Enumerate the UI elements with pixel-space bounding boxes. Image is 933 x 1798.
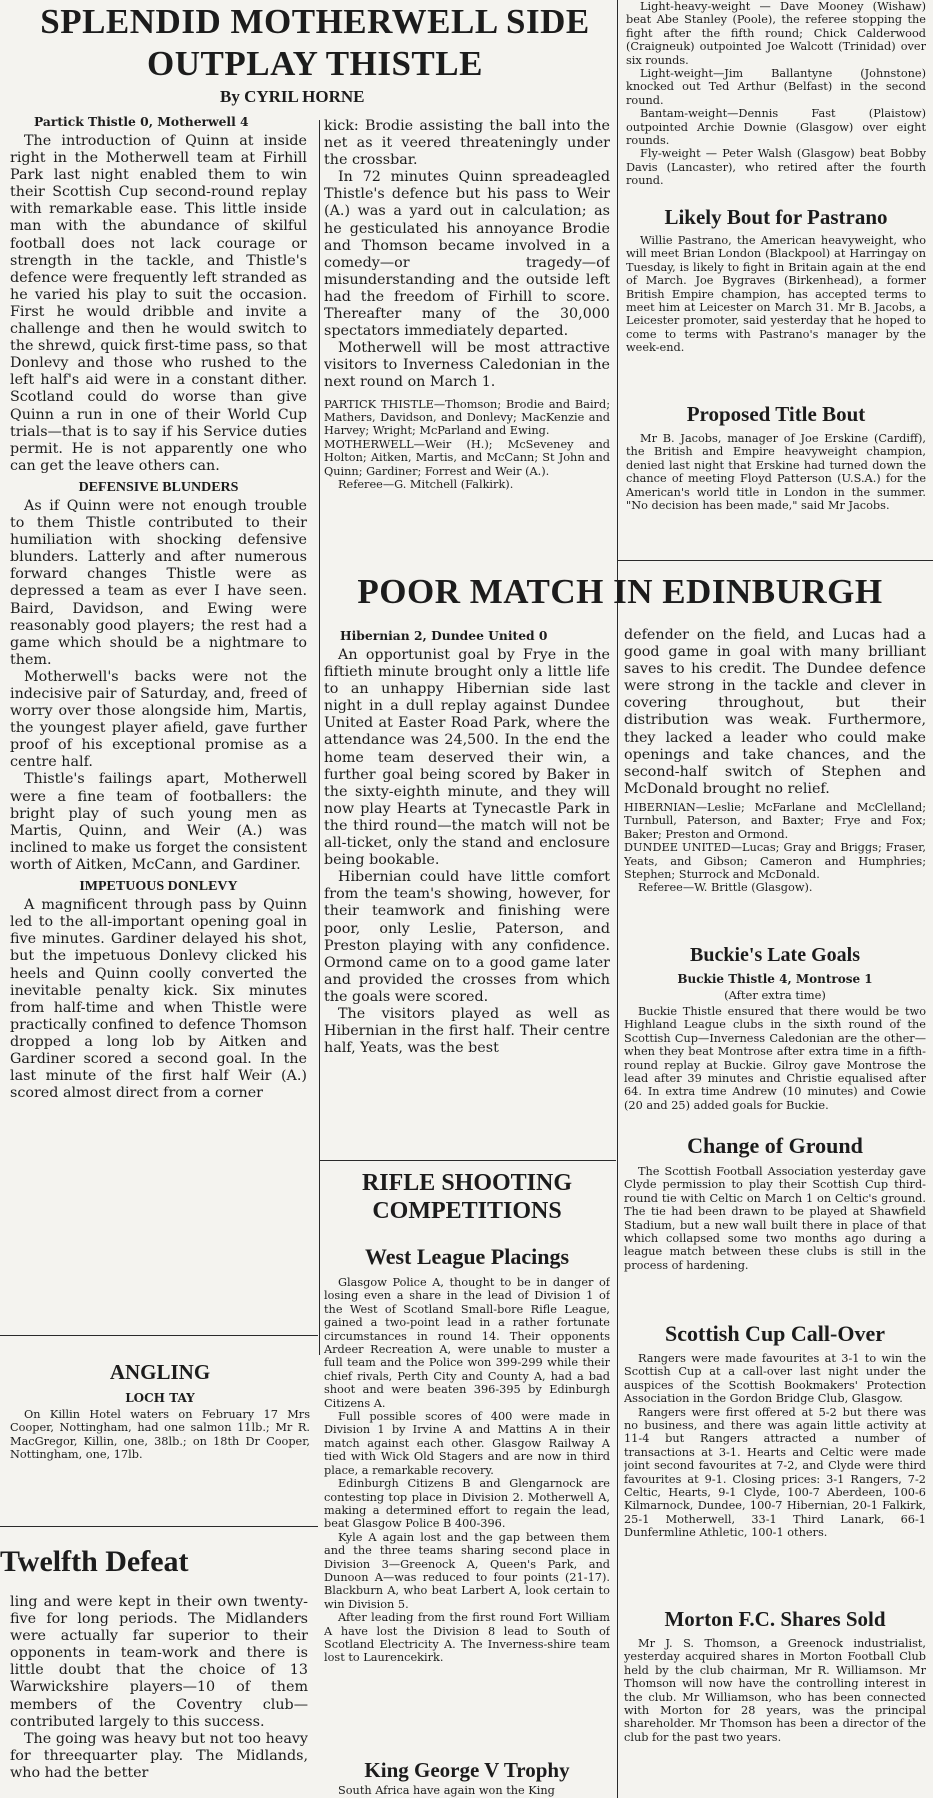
article-trophy: South Africa have again won the King (338, 1784, 555, 1797)
headline-rifle-1: RIFLE SHOOTING (361, 1170, 573, 1196)
headline-edinburgh: POOR MATCH IN EDINBURGH (357, 572, 883, 611)
section-rule (617, 560, 933, 561)
article-column (324, 118, 610, 556)
column-rule (319, 120, 320, 1355)
headline-rifle-2: COMPETITIONS (372, 1198, 562, 1224)
headline-motherwell-2: OUTPLAY THISTLE (147, 44, 483, 83)
column-rule (617, 0, 618, 560)
article-angling: On Killin Hotel waters on February 17 Mrs Cooper, Nottingham, had one salmon 11lb.; Mr R. MacGregor, Killin, one, 38lb.; on 18th Dr Cooper, Nottingham, one, 17lb. (10, 1408, 310, 1462)
article-change-of-ground: The Scottish Football Association yesterday gave Clyde permission to play their Scottish Cup third-round tie with Celtic on March 1 on Celtic's ground. The tie had been drawn to be played at Shawfield Stadium, but a new wall built there in place of that which collapsed some two months ago during a league match between these clubs is still in the process of hardening. (624, 1165, 926, 1272)
article-column (10, 133, 307, 1335)
article-buckie: Buckie Thistle ensured that there would be two Highland League clubs in the sixth round of the Scottish Cup—Inverness Caledonian are the other—when they beat Montrose after extra time in a fifth-round replay at Buckie. Gilroy gave Montrose the lead after 39 minutes and Christie equalised after 64. In extra time Andrew (10 minutes) and Cowie (20 and 25) added goals for Buckie. (624, 1005, 926, 1112)
subdateline-buckie: (After extra time) (724, 988, 826, 1002)
article-column (624, 627, 926, 932)
headline-king-george-trophy: King George V Trophy (364, 1758, 570, 1782)
result: Light-heavy-weight — Dave Mooney (Wishaw) beat Abe Stanley (Poole), the referee stopping the fight after the fifth round; Chick Calderwood (Craigneuk) outpointed Joe Walcott (Trinidad) over six rounds. (626, 0, 926, 67)
subheading-west-league: West League Placings (364, 1244, 570, 1269)
paragraph: Hibernian could have little comfort from the team's showing, however, for their teamwork and finishing were poor, only Leslie, Paterson, and Preston playing with any confidence. Ormond came on to a good game later and provided the crosses from which the goals were scored. (324, 869, 610, 1005)
article-column (324, 647, 610, 1155)
dateline-motherwell: Partick Thistle 0, Motherwell 4 (34, 114, 249, 129)
paragraph: kick: Brodie assisting the ball into the net as it veered threateningly under the crossbar. (324, 118, 610, 169)
byline: By CYRIL HORNE (220, 87, 365, 106)
paragraph: defender on the field, and Lucas had a good game in goal with many brilliant saves to his credit. The Dundee defence were strong in the tackle and clever in covering throughout, but their distribution was weak. Furthermore, they lacked a leader who could make openings and take chances, and the second-half switch of Stephen and McDonald brought no relief. (624, 627, 926, 797)
article-pastrano: Willie Pastrano, the American heavyweight, who will meet Brian London (Blackpool) at Harringay on Tuesday, is likely to fight in Britain again at the end of March. Joe Bygraves (Birkenhead), a former British Empire champion, has accepted terms to meet him at Leicester on March 31. Mr B. Jacobs, a Leicester promoter, said yesterday that he hoped to come to terms with Pastrano's manager by the week-end. (626, 234, 926, 355)
paragraph: In 72 minutes Quinn spreadeagled Thistle's defence but his pass to Weir (A.) was a yard out in calculation; as he gesticulated his annoyance Brodie and Thomson became involved in a comedy—or tragedy—of misunderstanding and the outside left had the freedom of Firhill to score. Thereafter many of the 30,000 spectators immediately departed. (324, 169, 610, 340)
column-rule (617, 560, 618, 1798)
article-twelfth-defeat: ling and were kept in their own twenty-five for long periods. The Midlanders were actually far superior to their opponents in team-work and there is little doubt that the choice of 13 Warwickshire players—10 of them members of the Coventry club—contributed largely to this success. The going was heavy but not too heavy for threequarter play. The Midlands, who had the better (10, 1594, 308, 1781)
team-lineup: MOTHERWELL—Weir (H.); McSeveney and Holton; Aitken, Martis, and McCann; St John and Quinn; Gardiner; Forrest and Weir (A.). (324, 437, 610, 478)
paragraph: The visitors played as well as Hibernian in the first half. Their centre half, Yeats, was the best (324, 1005, 610, 1057)
dateline-edinburgh: Hibernian 2, Dundee United 0 (340, 628, 548, 643)
section-rule (320, 1160, 616, 1161)
team-lineup: HIBERNIAN—Leslie; McFarlane and McClelland; Turnbull, Paterson, and Baxter; Frye and Fox; Baker; Preston and Ormond. (624, 800, 926, 841)
result: Bantam-weight—Dennis Fast (Plaistow) outpointed Archie Downie (Glasgow) over eight rounds. (626, 107, 926, 148)
team-lineup: DUNDEE UNITED—Lucas; Gray and Briggs; Fraser, Yeats, and Gibson; Cameron and Humphries; Stephen; Sturrock and McDonald. (624, 841, 926, 881)
headline-buckie: Buckie's Late Goals (689, 944, 860, 966)
headline-angling: ANGLING (109, 1360, 211, 1384)
boxing-results (626, 0, 926, 200)
article-title-bout: Mr B. Jacobs, manager of Joe Erskine (Cardiff), the British and Empire heavyweight champion, denied last night that Erskine had turned down the chance of meeting Floyd Patterson (U.S.A.) for the American's world title in London in the summer. "No decision has been made," said Mr Jacobs. (626, 432, 926, 513)
article-rifle: Glasgow Police A, thought to be in danger of losing even a share in the lead of Division 1 of the West of Scotland Small-bore Rifle League, gained a two-point lead in a rather fortunate circumstances in round 14. Their opponents Ardeer Recreation A, were unable to muster a full team and the Police won 399-299 while their chief rivals, Perth City and County A, had a bad shoot and were beaten 396-395 by Edinburgh Citizens A. Full possible scores of 400 were made in Division 1 by Irvine A and Mattins A in their match against each other. Glasgow Railway A tied with Wick Old Stagers and are now in third place, a remarkable recovery. Edinburgh Citizens B and Glengarnock are contesting top place in Division 2. Motherwell A, making a determined effort to regain the lead, beat Glasgow Police B 400-396. Kyle A again lost and the gap between them and the three teams sharing second place in Division 3—Greenock A, Queen's Park, and Dunoon A—was reduced to four points (21-17). Blackburn A, who beat Larbert A, look certain to win Division 5. After leading from the first round Fort William A have lost the Division 8 lead to South of Scotland Electricity A. The Inverness-shire team lost to Laurencekirk. (324, 1276, 610, 1665)
paragraph: An opportunist goal by Frye in the fiftieth minute brought only a little life to an unhappy Hibernian side last night in a dull replay against Dundee United at Easter Road Park, where the attendance was 24,500. In the end the home team deserved their win, a further goal being scored by Baker in the sixty-eighth minute, and they will now play Hearts at Tynecastle Park in the third round—the match will not be all-ticket, only the stand and enclosure being bookable. (324, 647, 610, 869)
section-rule (0, 1526, 318, 1527)
subheading: DEFENSIVE BLUNDERS (78, 479, 239, 495)
section-rule (0, 1335, 318, 1336)
article-call-over: Rangers were made favourites at 3-1 to win the Scottish Cup at a call-over last night under the auspices of the Scottish Bookmakers' Protection Association in the Gordon Bridge Club, Glasgow. Rangers were first offered at 5-2 but there was no business, and there was again little activity at 11-4 but Rangers attracted a number of transactions at 3-1. Hearts and Celtic were made joint second favourites at 7-2, and Clyde were third favourites at 9-1. Closing prices: 3-1 Rangers, 7-2 Celtic, Hearts, 9-1 Clyde, 100-7 Aberdeen, 100-6 Kilmarnock, Dundee, 100-7 Hibernian, 20-1 Falkirk, 25-1 Motherwell, 33-1 Third Lanark, 66-1 Dunfermline Athletic, 100-1 others. (624, 1352, 926, 1540)
subheading: IMPETUOUS DONLEVY (79, 879, 238, 895)
headline-change-of-ground: Change of Ground (687, 1133, 863, 1158)
subheading-loch-tay: LOCH TAY (125, 1391, 195, 1405)
referee: Referee—W. Brittle (Glasgow). (638, 881, 813, 895)
headline-pastrano: Likely Bout for Pastrano (664, 205, 888, 229)
referee: Referee—G. Mitchell (Falkirk). (338, 477, 514, 491)
paragraph: The introduction of Quinn at inside right in the Motherwell team at Firhill Park last night enabled them to win their Scottish Cup second-round replay with remarkable ease. This little inside man with the abundance of skilful football does not lack courage or strength in the tackle, and Thistle's defence were frequently left stranded as he varied his play to suit the occasion. First he would dribble and invite a challenge and then he would switch to the shrewd, quick first-time pass, so that Donlevy and those who rushed to the left half's aid were in a constant dither. Scotland could do worse than give Quinn a run in one of their World Cup trials—that is to say if his Service duties permit. He is not apparently one who can get the leave others can. (10, 133, 307, 474)
headline-call-over: Scottish Cup Call-Over (665, 1321, 885, 1346)
result: Light-weight—Jim Ballantyne (Johnstone) knocked out Ted Arthur (Belfast) in the second round. (626, 67, 926, 107)
article-morton: Mr J. S. Thomson, a Greenock industrialist, yesterday acquired shares in Morton Football Club held by the club chairman, Mr R. Williamson. Mr Thomson will now have the controlling interest in the club. Mr Williamson, who has been connected with Morton for 28 years, was the principal shareholder. Mr Thomson has been a director of the club for the past two years. (624, 1637, 926, 1744)
paragraph: A magnificent through pass by Quinn led to the all-important opening goal in five minutes. Gardiner delayed his shot, but the impetuous Donlevy clicked his heels and Quinn coolly converted the inevitable penalty kick. Six minutes from half-time and when Thistle were practically confined to defence Thomson dropped a long lob by Aitken and Gardiner scored a second goal. In the last minute of the first half Weir (A.) scored almost direct from a corner (10, 897, 307, 1102)
paragraph: Motherwell will be most attractive visitors to Inverness Caledonian in the next round on March 1. (324, 340, 610, 391)
paragraph: Thistle's failings apart, Motherwell were a fine team of footballers: the bright play of such young men as Martis, Quinn, and Weir (A.) was inclined to make us forget the consistent worth of Aitken, McCann, and Gardiner. (10, 771, 307, 873)
headline-title-bout: Proposed Title Bout (686, 402, 866, 426)
result: Fly-weight — Peter Walsh (Glasgow) beat Bobby Davis (Lancaster), who retired after the fourth round. (626, 147, 926, 188)
headline-motherwell-1: SPLENDID MOTHERWELL SIDE (40, 2, 590, 41)
paragraph: As if Quinn were not enough trouble to them Thistle contributed to their humiliation with shocking defensive blunders. Latterly and after numerous forward changes Thistle were as depressed a team as ever I have seen. Baird, Davidson, and Ewing were reasonably good players; the rest had a game which should be a nightmare to them. (10, 497, 307, 668)
dateline-buckie: Buckie Thistle 4, Montrose 1 (677, 972, 873, 986)
paragraph: Motherwell's backs were not the indecisive pair of Saturday, and, freed of worry over those alongside him, Martis, the youngest player afield, gave further proof of his exceptional promise as a centre half. (10, 668, 307, 771)
headline-morton: Morton F.C. Shares Sold (664, 1607, 886, 1631)
headline-twelfth-defeat: Twelfth Defeat (0, 1545, 189, 1578)
team-lineup: PARTICK THISTLE—Thomson; Brodie and Baird; Mathers, Davidson, and Donlevy; MacKenzie and Harvey; Wright; McParland and Ewing. (324, 397, 610, 438)
